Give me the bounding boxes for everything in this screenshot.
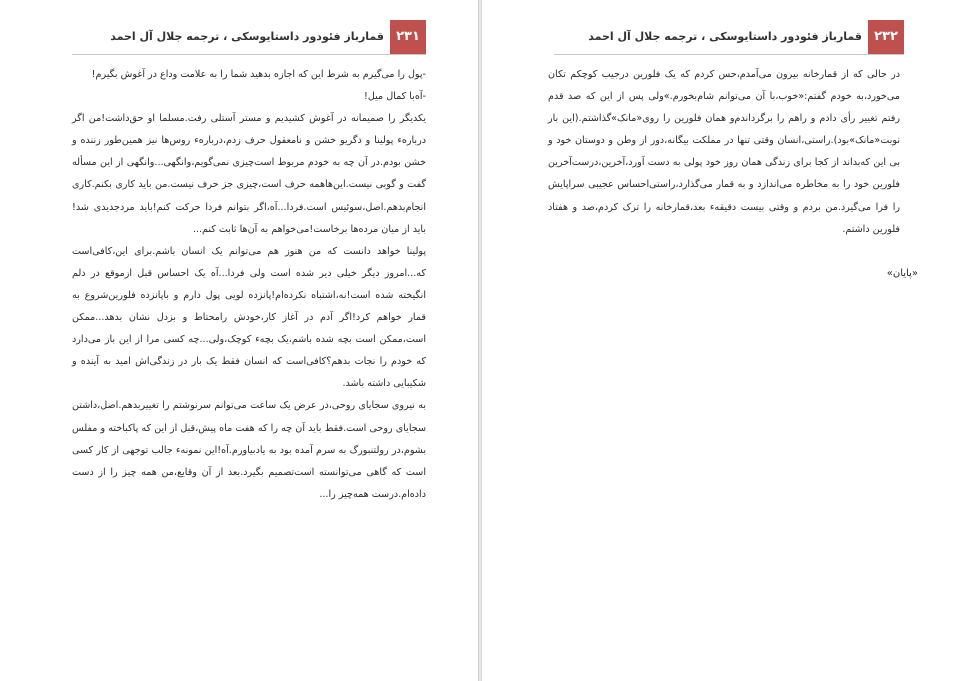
paragraph: یکدیگر را صمیمانه در آغوش کشیدیم و مستر آستلی رفت.مسلما او حق‌داشت!من اگر درباره‌ء پولینا و دگریو خشن و نامعقول حرف زدم،درباره‌ء روس‌ها نیز همین‌طور زننده و خشن بودم.در آن چه به خودم مربوط است‌چیزی نمی‌گویم،وانگهی...وانگهی از این مسأله گفت و گوبی نیست.این‌هاهمه حرف است،چیزی جز حرف نیست.من باید کاری بکنم.کاری انجام‌بدهم.اصل،سوئیس است.فردا...آه،اگر بتوانم فردا حرکت کنم!باید مردجدیدی شد!باید از میان مرده‌ها برخاست!می‌خواهم به آن‌ها ثابت کنم... — [72, 113, 426, 235]
page-header — [72, 20, 426, 55]
paragraph: به نیروی سجایای روحی،در عرض یک ساعت می‌توانم سرنوشتم را تغییربدهم.اصل،داشتن سجایای روحی است.فقط باید آن چه را که هفت ماه پیش،قبل از این که پاکباخته و مفلس بشوم،در رولتنبورگ به سرم آمده بود به یادبیاورم.آه!این نمونه‌ء جالب توجهی از کار کسی است که گاهی می‌توانسته است‌تصمیم بگیرد.بعد از آن وقایع،من همه چیز را از دست داده‌ام.درست همه‌چیز را... — [72, 400, 426, 500]
paragraph: پولینا خواهد دانست که من هنوز هم می‌توانم یک انسان باشم.برای این،کافی‌است که...امروز دیگر خیلی دیر شده است ولی فردا...آه یک احساس قبل ازموقع در دلم انگیخته شده است!نه،اشتباه نکرده‌ام!پانزده لویی پول دارم و باپانزده فلورین‌شروع به قمار خواهم کرد!اگر آدم در آغاز کار،خودش رامحتاط و بزدل نشان بدهد...ممکن است،ممکن است بچه شده باشم،یک بچه‌ء کوچک،ولی...چه کسی مرا از این باز می‌دارد که خودم را نجات بدهم؟کافی‌است که انسان فقط یک بار در زندگی‌اش امید به آینده و شکیبایی داشته باشد. — [72, 245, 426, 390]
paragraph: در حالی که از قمارخانه بیرون می‌آمدم،حس کردم که یک فلورین درجیب کوچکم تکان می‌خورد،به خودم گفتم:«خوب،با آن می‌توانم شام‌بخورم.»ولی پس از این که صد قدم رفتم تغییر رأی دادم و راهم را برگرداندم‌و همان فلورین را روی«مانک»گذاشتم.(این بار نوبت«مانک»بود).راستی،انسان وقتی تنها در مملکت بیگانه،دور از وطن و دوستان خود و بی این که‌بداند از کجا برای زندگی همان روز خود پولی به دست آورد،آخرین،درست‌آخرین فلورین خود را به مخاطره می‌اندازد و به قمار می‌گذارد،راستی‌احساس عجیبی سراپایش را فرا می‌گیرد.من بردم و وقتی بیست دقیقه‌ء بعد،قمارخانه را ترک کردم،صد و هفتاد فلورین داشتم. — [548, 69, 900, 235]
dialogue-line: -آه‌با کمال میل! — [364, 91, 426, 103]
page-number-badge: ۲۳۱ — [390, 20, 426, 54]
end-mark: «پایان» — [886, 268, 918, 279]
right-page — [482, 0, 970, 681]
left-page — [0, 0, 478, 681]
page-body — [548, 64, 900, 241]
page-header — [554, 20, 904, 55]
page-number-badge: ۲۳۲ — [868, 20, 904, 54]
header-title: قمارباز فئودور داستایوسکی ، ترجمه جلال آل احمد — [110, 30, 384, 43]
header-title: قمارباز فئودور داستایوسکی ، ترجمه جلال آل احمد — [588, 30, 862, 43]
page-body — [72, 64, 426, 506]
dialogue-line: -پول را می‌گیرم به شرط این که اجازه بدهید شما را به علامت وداع در آغوش بگیرم! — [91, 69, 426, 80]
